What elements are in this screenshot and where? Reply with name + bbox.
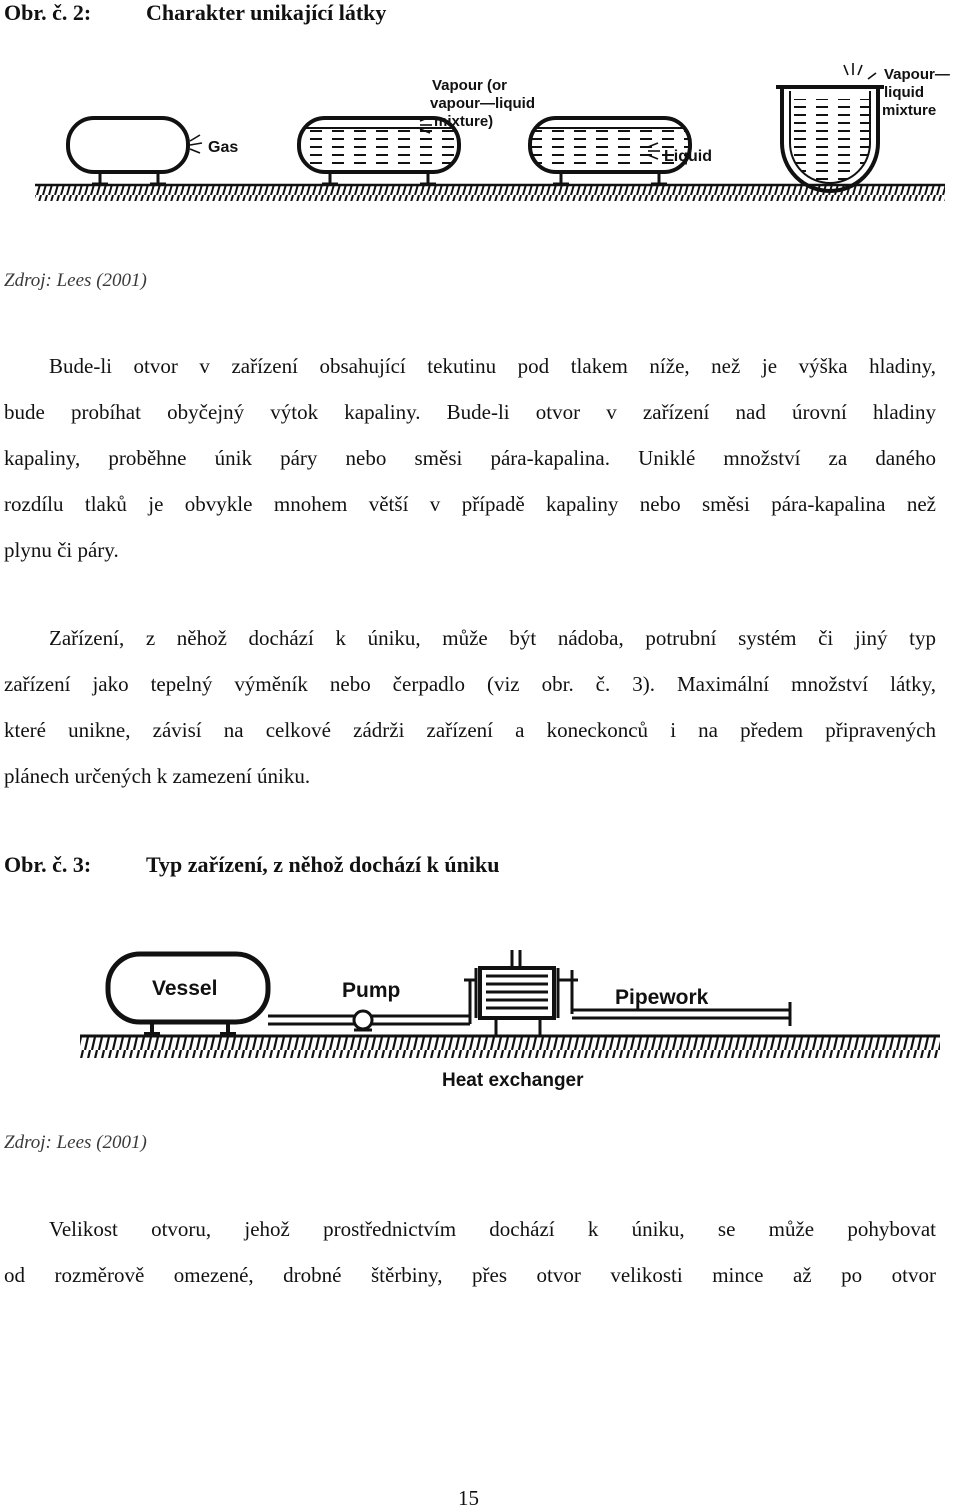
- label-vl-line-3: mixture: [882, 102, 937, 119]
- gas-vessel: [68, 118, 188, 185]
- paragraph-2: [4, 615, 936, 799]
- figure-3-source: Zdroj: Lees (2001): [4, 1132, 147, 1153]
- figure-2-caption: [4, 0, 387, 26]
- pipe-vessel-pump: [268, 1016, 355, 1024]
- paragraph-2-line-1: Zařízení, z něhož dochází k úniku, může být nádoba, potrubní systém či jiný typ: [49, 626, 936, 650]
- heat-exchanger: [476, 968, 558, 1036]
- paragraph-1-line-4: rozdílu tlaků je obvykle mnohem větší v případě kapaliny nebo směsi pára-kapalina než: [4, 492, 936, 516]
- paragraph-3: [4, 1206, 936, 1298]
- paragraph-3-line-2: od rozměrově omezené, drobné štěrbiny, přes otvor velikosti mince až po otvor: [4, 1263, 936, 1287]
- figure-2-title: Charakter unikající látky: [146, 0, 387, 25]
- page-number: 15: [458, 1486, 479, 1510]
- label-vapour-line-1: Vapour (or: [432, 77, 508, 94]
- figure-2-diagram: [0, 55, 960, 230]
- figure-2-source: Zdroj: Lees (2001): [4, 270, 147, 291]
- release-spray-icon: [844, 63, 876, 79]
- pump-icon: [354, 1011, 372, 1030]
- leak-arrow-icon: [190, 135, 202, 153]
- label-vl-line-2: liquid: [884, 84, 924, 101]
- paragraph-2-line-3: které unikne, závisí na celkové zádrži zařízení a koneckonců i na předem připravených: [4, 718, 936, 742]
- paragraph-1-line-2: bude probíhat obyčejný výtok kapaliny. Bude-li otvor v zařízení nad úrovní hladiny: [4, 400, 936, 424]
- label-pump: Pump: [342, 979, 401, 1002]
- label-vapour-line-2: vapour—liquid: [430, 95, 535, 112]
- label-vl-line-1: Vapour—: [884, 66, 950, 83]
- paragraph-2-line-2: zařízení jako tepelný výměník nebo čerpadlo (viz obr. č. 3). Maximální množství látky,: [4, 672, 936, 696]
- label-pipework: Pipework: [615, 986, 709, 1009]
- figure-3-number: Obr. č. 3:: [4, 852, 92, 877]
- label-vapour-line-3: mixture): [434, 113, 494, 130]
- label-heat-exchanger: Heat exchanger: [442, 1070, 584, 1091]
- paragraph-3-line-1: Velikost otvoru, jehož prostřednictvím dochází k úniku, se může pohybovat: [49, 1217, 936, 1241]
- paragraph-1-line-1: Bude-li otvor v zařízení obsahující tekutinu pod tlakem níže, než je výška hladiny,: [49, 354, 936, 378]
- figure-2-number: Obr. č. 2:: [4, 0, 92, 25]
- figure-3-title: Typ zařízení, z něhož dochází k úniku: [146, 852, 500, 877]
- paragraph-1-line-3: kapaliny, proběhne únik páry nebo směsi pára-kapalina. Uniklé množství za daného: [4, 446, 936, 470]
- open-tank: [776, 85, 884, 191]
- figure-3-diagram: [0, 940, 960, 1100]
- figure-3-caption: [4, 852, 500, 878]
- paragraph-1: [4, 343, 936, 573]
- label-gas: Gas: [208, 139, 239, 156]
- paragraph-2-line-4: plánech určených k zamezení úniku.: [4, 764, 311, 788]
- label-liquid: Liquid: [664, 148, 712, 165]
- ground-hatch: [80, 1036, 940, 1058]
- label-vessel: Vessel: [152, 977, 218, 1000]
- paragraph-1-line-5: plynu či páry.: [4, 538, 119, 562]
